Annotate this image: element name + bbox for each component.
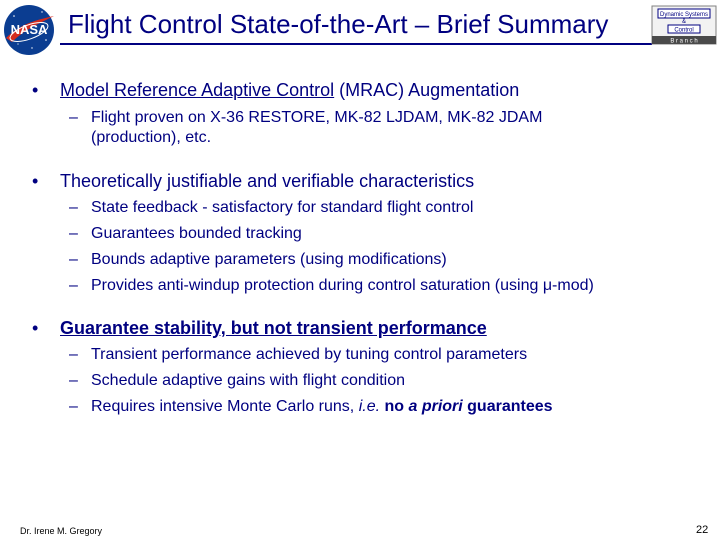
mu-symbol: μ xyxy=(542,277,553,294)
sub-bullet-anti-windup xyxy=(69,276,594,296)
sub-bullet-bounds-parameters xyxy=(69,250,447,270)
nasa-logo xyxy=(2,2,56,58)
sub-bullet-text-before: Requires intensive Monte Carlo runs, xyxy=(91,398,359,415)
ie-text: i.e. xyxy=(358,398,381,415)
guarantees-text: guarantees xyxy=(462,398,553,415)
sub-bullet-marker: – xyxy=(69,398,78,415)
bullet-mrac xyxy=(32,80,520,101)
sub-bullet-line1: Flight proven on X-36 RESTORE, MK-82 LJDAM, MK-82 JDAM xyxy=(91,109,543,126)
bullet-marker: • xyxy=(32,171,39,191)
sub-bullet-state-feedback xyxy=(69,198,474,218)
branch-logo-line4: B r a n c h xyxy=(670,38,698,45)
a-priori-text: a priori xyxy=(408,398,463,415)
branch-logo xyxy=(650,4,718,46)
sub-bullet-marker: – xyxy=(69,372,78,389)
bullet-theoretical-text: Theoretically justifiable and verifiable characteristics xyxy=(60,171,475,191)
sub-bullet-text: Bounds adaptive parameters (using modifications) xyxy=(91,251,447,268)
sub-bullet-bounded-tracking xyxy=(69,224,302,244)
sub-bullet-marker: – xyxy=(69,225,78,242)
sub-bullet-text: Transient performance achieved by tuning control parameters xyxy=(91,346,528,363)
no-text: no xyxy=(380,398,409,415)
bullet-mrac-underlined: Model Reference Adaptive Control xyxy=(60,80,335,100)
sub-bullet-marker: – xyxy=(69,199,78,216)
branch-logo-line2: & xyxy=(681,19,687,25)
bullet-marker: • xyxy=(32,80,39,100)
sub-bullet-marker: – xyxy=(69,109,78,126)
sub-bullet-marker: – xyxy=(69,251,78,268)
title-divider xyxy=(60,43,652,45)
page-title: Flight Control State-of-the-Art – Brief Summary xyxy=(68,9,609,39)
bullet-mrac-rest: (MRAC) Augmentation xyxy=(334,80,520,100)
nasa-logo-text: NASA xyxy=(10,22,48,37)
sub-bullet-text: State feedback - satisfactory for standard flight control xyxy=(91,199,474,216)
sub-bullet-line2: (production), etc. xyxy=(91,129,212,146)
sub-bullet-text: Schedule adaptive gains with flight condition xyxy=(91,372,405,389)
sub-bullet-transient xyxy=(69,345,528,365)
bullet-guarantee-text: Guarantee stability, but not transient performance xyxy=(60,318,487,338)
bullet-theoretical xyxy=(32,171,475,192)
sub-bullet-marker: – xyxy=(69,346,78,363)
bullet-marker: • xyxy=(32,318,39,338)
sub-bullet-text-before: Provides anti-windup protection during control saturation (using xyxy=(91,277,543,294)
sub-bullet-monte-carlo xyxy=(69,397,553,417)
sub-bullet-schedule-gains xyxy=(69,371,405,391)
sub-bullet-text-after: -mod) xyxy=(552,277,594,294)
bullet-guarantee-stability xyxy=(32,318,487,339)
sub-bullet-text: Guarantees bounded tracking xyxy=(91,225,302,242)
page-number: 22 xyxy=(696,524,709,536)
branch-logo-line1: Dynamic Systems xyxy=(659,12,709,18)
sub-bullet-flight-proven xyxy=(69,108,543,148)
branch-logo-line3: Control xyxy=(674,27,694,34)
sub-bullet-marker: – xyxy=(69,277,78,294)
footer-author: Dr. Irene M. Gregory xyxy=(20,526,103,536)
